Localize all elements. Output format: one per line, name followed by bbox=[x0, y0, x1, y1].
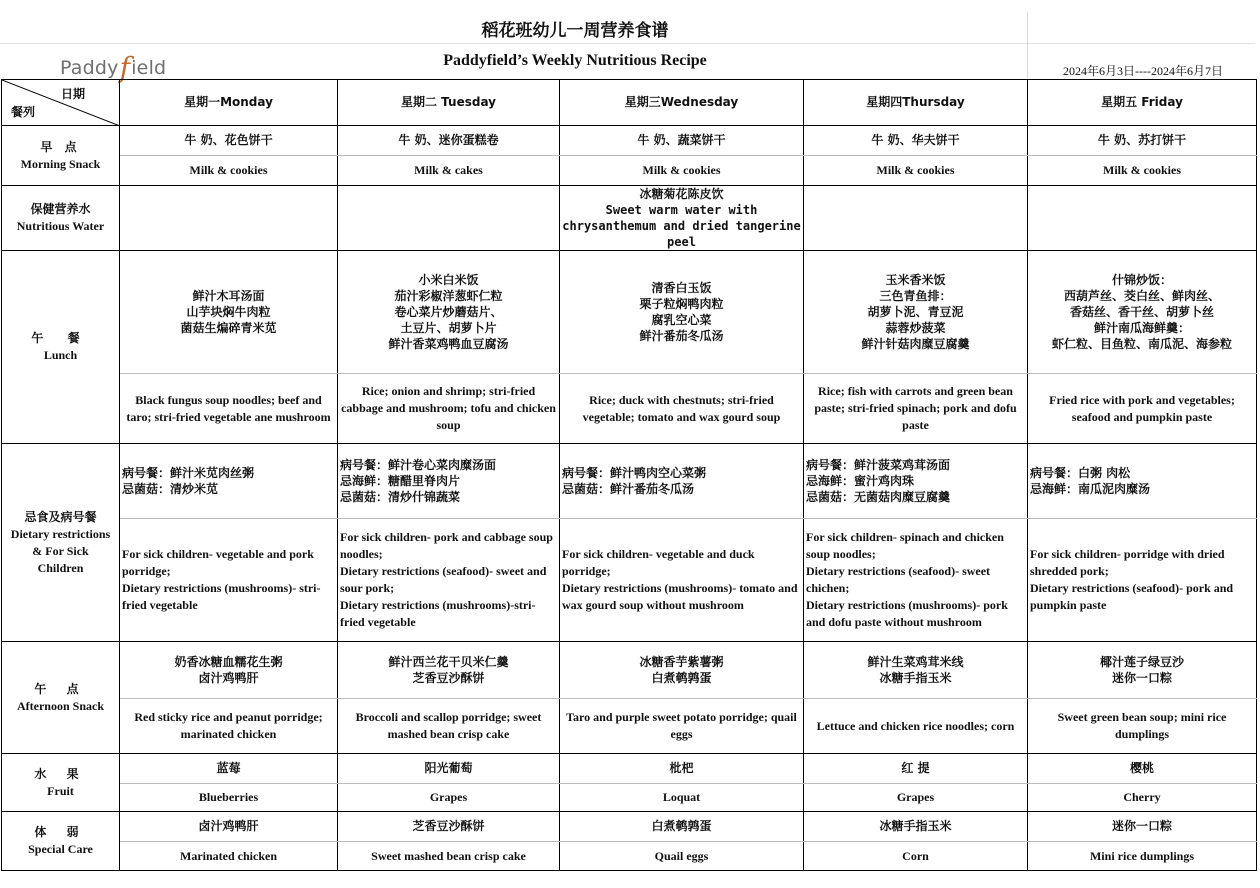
menu-cell-en: For sick children- pork and cabbage soup noodles; Dietary restrictions (seafood)- sweet and sour pork; Dietary restrictions (mushrooms)-stri-fried vegetable bbox=[338, 519, 560, 642]
menu-cell-cn: 牛 奶、蔬菜饼干 bbox=[560, 126, 804, 156]
menu-cell-en: Mini rice dumplings bbox=[1028, 842, 1257, 871]
menu-cell-en: Corn bbox=[804, 842, 1028, 871]
empty-cell bbox=[1028, 186, 1257, 251]
menu-cell-cn: 鲜汁生菜鸡茸米线 冰糖手指玉米 bbox=[804, 642, 1028, 699]
lunch-row-cn bbox=[2, 251, 1257, 374]
dietary-row-en bbox=[2, 519, 1257, 642]
logo-wordmark: Paddyfield bbox=[60, 51, 167, 84]
menu-cell-en: For sick children- vegetable and duck porridge; Dietary restrictions (mushrooms)- tomato and wax gourd soup without mushroom bbox=[560, 519, 804, 642]
menu-cell-en: Lettuce and chicken rice noodles; corn bbox=[804, 699, 1028, 754]
empty-cell bbox=[338, 186, 560, 251]
special-care-row-en bbox=[2, 842, 1257, 871]
fruit-row-cn bbox=[2, 754, 1257, 784]
menu-cell-cn: 牛 奶、花色饼干 bbox=[120, 126, 338, 156]
menu-cell-en: Milk & cookies bbox=[560, 156, 804, 186]
menu-cell-cn: 牛 奶、苏打饼干 bbox=[1028, 126, 1257, 156]
corner-cell bbox=[2, 80, 120, 126]
menu-cell-en: Fried rice with pork and vegetables; seafood and pumpkin paste bbox=[1028, 374, 1257, 444]
menu-cell-cn: 迷你一口粽 bbox=[1028, 812, 1257, 842]
fruit-row-en bbox=[2, 784, 1257, 812]
morning-snack-row-en bbox=[2, 156, 1257, 186]
dietary-row-cn bbox=[2, 444, 1257, 519]
meal-label-nutritious-water: 保健营养水 Nutritious Water bbox=[2, 186, 120, 251]
menu-cell-en: Marinated chicken bbox=[120, 842, 338, 871]
weekly-menu-table bbox=[1, 79, 1257, 871]
paddyfield-logo bbox=[46, 18, 196, 84]
date-range: 2024年6月3日----2024年6月7日 bbox=[1063, 64, 1223, 78]
menu-cell-cn: 枇杷 bbox=[560, 754, 804, 784]
menu-cell-cn: 牛 奶、华夫饼干 bbox=[804, 126, 1028, 156]
menu-cell-en: Cherry bbox=[1028, 784, 1257, 812]
menu-cell-cn: 阳光葡萄 bbox=[338, 754, 560, 784]
afternoon-snack-row-en bbox=[2, 699, 1257, 754]
menu-cell-cn: 小米白米饭 茄汁彩椒洋葱虾仁粒 卷心菜片炒蘑菇片、 土豆片、胡萝卜片 鲜汁香菜鸡鸭血豆腐汤 bbox=[338, 251, 560, 374]
menu-cell-en: Milk & cookies bbox=[120, 156, 338, 186]
menu-cell-en: Broccoli and scallop porridge; sweet mashed bean crisp cake bbox=[338, 699, 560, 754]
menu-cell-en: Rice; duck with chestnuts; stri-fried vegetable; tomato and wax gourd soup bbox=[560, 374, 804, 444]
meal-label-dietary: 忌食及病号餐 Dietary restrictions & For Sick Children bbox=[2, 444, 120, 642]
meal-label-morning-snack: 早 点 Morning Snack bbox=[2, 126, 120, 186]
empty-cell bbox=[804, 186, 1028, 251]
menu-cell-cn: 奶香冰糖血糯花生粥 卤汁鸡鸭肝 bbox=[120, 642, 338, 699]
menu-cell-cn: 什锦炒饭： 西葫芦丝、茭白丝、鲜肉丝、 香菇丝、香干丝、胡萝卜丝 鲜汁南瓜海鲜羹： 虾仁粒、目鱼粒、南瓜泥、海参粒 bbox=[1028, 251, 1257, 374]
menu-cell-en: For sick children- vegetable and pork porridge; Dietary restrictions (mushrooms)- stri-fried vegetable bbox=[120, 519, 338, 642]
nutritious-water-row bbox=[2, 186, 1257, 251]
menu-cell-cn: 鲜汁木耳汤面 山芋块焖牛肉粒 菌菇生煸碎青米苋 bbox=[120, 251, 338, 374]
menu-cell-en: Sweet mashed bean crisp cake bbox=[338, 842, 560, 871]
menu-cell-cn: 白煮鹌鹑蛋 bbox=[560, 812, 804, 842]
menu-cell-en: Blueberries bbox=[120, 784, 338, 812]
menu-cell-en: Milk & cookies bbox=[1028, 156, 1257, 186]
menu-cell-en: Milk & cakes bbox=[338, 156, 560, 186]
menu-cell-en: Black fungus soup noodles; beef and taro; stri-fried vegetable ane mushroom bbox=[120, 374, 338, 444]
menu-cell-en: For sick children- porridge with dried shredded pork; Dietary restrictions (seafood)- pork and pumpkin paste bbox=[1028, 519, 1257, 642]
menu-cell-cn: 病号餐：鲜汁鸭肉空心菜粥 忌菌菇：鲜汁番茄冬瓜汤 bbox=[560, 444, 804, 519]
page-title-chinese: 稻花班幼儿一周营养食谱 bbox=[481, 21, 669, 41]
menu-cell-en: For sick children- spinach and chicken soup noodles; Dietary restrictions (seafood)- sweet chichen; Dietary restrictions (mushrooms)- pork and dofu paste without mushroom bbox=[804, 519, 1028, 642]
meal-label-afternoon-snack: 午 点 Afternoon Snack bbox=[2, 642, 120, 754]
empty-cell bbox=[120, 186, 338, 251]
menu-cell-en: Red sticky rice and peanut porridge; marinated chicken bbox=[120, 699, 338, 754]
page-title-english: Paddyfield’s Weekly Nutritious Recipe bbox=[443, 52, 707, 69]
menu-cell-cn: 椰汁莲子绿豆沙 迷你一口粽 bbox=[1028, 642, 1257, 699]
menu-cell-en: Sweet green bean soup; mini rice dumplings bbox=[1028, 699, 1257, 754]
menu-cell-cn: 冰糖香芋紫薯粥 白煮鹌鹑蛋 bbox=[560, 642, 804, 699]
menu-cell-en: Grapes bbox=[338, 784, 560, 812]
meal-label-fruit: 水 果 Fruit bbox=[2, 754, 120, 812]
day-header: 星期三Wednesday bbox=[560, 80, 804, 126]
menu-cell-en: Quail eggs bbox=[560, 842, 804, 871]
menu-cell-cn: 卤汁鸡鸭肝 bbox=[120, 812, 338, 842]
header-vertical-divider bbox=[1027, 12, 1028, 80]
special-care-row-cn bbox=[2, 812, 1257, 842]
day-header: 星期五 Friday bbox=[1028, 80, 1257, 126]
menu-cell-cn: 病号餐：鲜汁卷心菜肉糜汤面 忌海鲜：糖醋里脊肉片 忌菌菇：清炒什锦蔬菜 bbox=[338, 444, 560, 519]
menu-cell-water: 冰糖菊花陈皮饮 Sweet warm water with chrysanthemum and dried tangerine peel bbox=[560, 186, 804, 251]
menu-cell-cn: 蓝莓 bbox=[120, 754, 338, 784]
menu-cell-cn: 樱桃 bbox=[1028, 754, 1257, 784]
menu-cell-cn: 清香白玉饭 栗子粒焖鸭肉粒 腐乳空心菜 鲜汁番茄冬瓜汤 bbox=[560, 251, 804, 374]
corner-date-label: 日期 bbox=[60, 87, 85, 101]
day-header: 星期一Monday bbox=[120, 80, 338, 126]
day-header-row bbox=[2, 80, 1257, 126]
menu-cell-cn: 病号餐：鲜汁菠菜鸡茸汤面 忌海鲜：蜜汁鸡肉珠 忌菌菇：无菌菇肉糜豆腐羹 bbox=[804, 444, 1028, 519]
menu-cell-cn: 牛 奶、迷你蛋糕卷 bbox=[338, 126, 560, 156]
menu-cell-en: Rice; onion and shrimp; stri-fried cabbage and mushroom; tofu and chicken soup bbox=[338, 374, 560, 444]
header bbox=[0, 0, 1260, 84]
afternoon-snack-row-cn bbox=[2, 642, 1257, 699]
morning-snack-row-cn bbox=[2, 126, 1257, 156]
menu-cell-en: Rice; fish with carrots and green bean paste; stri-fried spinach; pork and dofu paste bbox=[804, 374, 1028, 444]
menu-cell-en: Taro and purple sweet potato porridge; quail eggs bbox=[560, 699, 804, 754]
menu-cell-cn: 病号餐：鲜汁米苋肉丝粥 忌菌菇：清炒米苋 bbox=[120, 444, 338, 519]
menu-cell-cn: 病号餐：白粥 肉松 忌海鲜：南瓜泥肉糜汤 bbox=[1028, 444, 1257, 519]
meal-label-lunch: 午 餐 Lunch bbox=[2, 251, 120, 444]
menu-cell-cn: 红 提 bbox=[804, 754, 1028, 784]
menu-cell-cn: 玉米香米饭 三色青鱼排： 胡萝卜泥、青豆泥 蒜蓉炒菠菜 鲜汁针菇肉糜豆腐羹 bbox=[804, 251, 1028, 374]
meal-label-special-care: 体 弱 Special Care bbox=[2, 812, 120, 871]
lunch-row-en bbox=[2, 374, 1257, 444]
day-header: 星期二 Tuesday bbox=[338, 80, 560, 126]
corner-meal-label: 餐列 bbox=[11, 105, 36, 119]
menu-cell-en: Grapes bbox=[804, 784, 1028, 812]
menu-cell-cn: 冰糖手指玉米 bbox=[804, 812, 1028, 842]
day-header: 星期四Thursday bbox=[804, 80, 1028, 126]
menu-cell-cn: 鲜汁西兰花干贝米仁羹 芝香豆沙酥饼 bbox=[338, 642, 560, 699]
menu-cell-en: Milk & cookies bbox=[804, 156, 1028, 186]
menu-cell-cn: 芝香豆沙酥饼 bbox=[338, 812, 560, 842]
menu-cell-en: Loquat bbox=[560, 784, 804, 812]
